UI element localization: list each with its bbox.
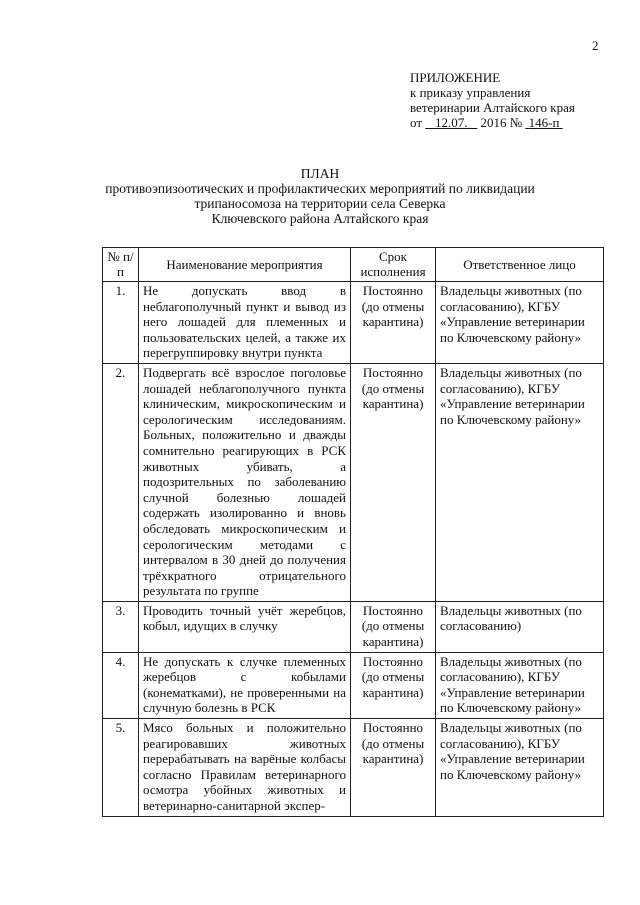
- row-task: Проводить точный учёт жеребцов, кобыл, идущих в случку: [139, 601, 351, 652]
- header-resp: Ответственное лицо: [436, 248, 604, 282]
- row-num: 3.: [103, 601, 139, 652]
- row-task: Не допускать к случке племенных жеребцов с кобылами (конематками), не проверенными на случную болезнь в РСК: [139, 652, 351, 718]
- row-task: Не допускать ввод в неблагополучный пункт и вывод из него лошадей для племенных и пользовательских целей, а также их перегруппировку внутри пункта: [139, 282, 351, 364]
- plan-subtitle-3: Ключевского района Алтайского края: [211, 211, 429, 226]
- row-resp: Владельцы животных (по согласованию), КГБУ «Управление ветеринарии по Ключевскому району»: [436, 652, 604, 718]
- table-row: [103, 601, 604, 652]
- table-header-row: [103, 248, 604, 282]
- row-num: 5.: [103, 719, 139, 817]
- row-resp: Владельцы животных (по согласованию), КГБУ «Управление ветеринарии по Ключевскому району»: [436, 719, 604, 817]
- header-task: Наименование мероприятия: [139, 248, 351, 282]
- row-num: 2.: [103, 363, 139, 601]
- date-prefix: от: [410, 115, 423, 130]
- row-term: Постоянно (до отмены карантина): [351, 719, 436, 817]
- plan-title: ПЛАН: [300, 166, 340, 181]
- row-term: Постоянно (до отмены карантина): [351, 363, 436, 601]
- plan-subtitle-1: противоэпизоотических и профилактических мероприятий по ликвидации: [105, 181, 535, 196]
- row-num: 4.: [103, 652, 139, 718]
- table-row: [103, 282, 604, 364]
- plan-subtitle-2: трипаносомоза на территории села Северка: [194, 196, 446, 211]
- table-row: [103, 719, 604, 817]
- row-resp: Владельцы животных (по согласованию): [436, 601, 604, 652]
- header-term: Срок исполнения: [351, 248, 436, 282]
- header-num: № п/п: [103, 248, 139, 282]
- plan-header: [100, 166, 540, 226]
- table-row: [103, 363, 604, 601]
- order-number: 146-п: [528, 115, 560, 130]
- row-resp: Владельцы животных (по согласованию), КГБУ «Управление ветеринарии по Ключевскому району»: [436, 282, 604, 364]
- row-resp: Владельцы животных (по согласованию), КГБУ «Управление ветеринарии по Ключевскому району»: [436, 363, 604, 601]
- table-row: [103, 652, 604, 718]
- row-term: Постоянно (до отмены карантина): [351, 282, 436, 364]
- row-term: Постоянно (до отмены карантина): [351, 601, 436, 652]
- appendix-block: [410, 70, 610, 130]
- date-day-month: 12.07.: [435, 115, 468, 130]
- row-task: Мясо больных и положительно реагировавших животных перерабатывать на варёные колбасы согласно Правилам ветеринарного осмотра убойных животных и ветеринарно-санитарной экспер-: [139, 719, 351, 817]
- row-num: 1.: [103, 282, 139, 364]
- appendix-line-2: ветеринарии Алтайского края: [410, 100, 575, 115]
- row-term: Постоянно (до отмены карантина): [351, 652, 436, 718]
- measures-table: [102, 247, 604, 817]
- row-task: Подвергать всё взрослое поголовье лошадей неблагополучного пункта клиническим, микроскопическим и серологическим исследованиям. Больных, положительно и дважды сомнительно реагирующих в РСК животных убивать, а подозрительных по заболеванию случной болезнью лошадей содержать изолированно и вновь обследовать микроскопическим и серологическим методами с интервалом в 30 дней до получения трёхкратного отрицательного результата по группе: [139, 363, 351, 601]
- page-number: 2: [592, 38, 599, 53]
- appendix-line-1: к приказу управления: [410, 85, 531, 100]
- appendix-date-line: [410, 115, 610, 130]
- appendix-title: ПРИЛОЖЕНИЕ: [410, 70, 501, 85]
- date-year: 2016 №: [480, 115, 523, 130]
